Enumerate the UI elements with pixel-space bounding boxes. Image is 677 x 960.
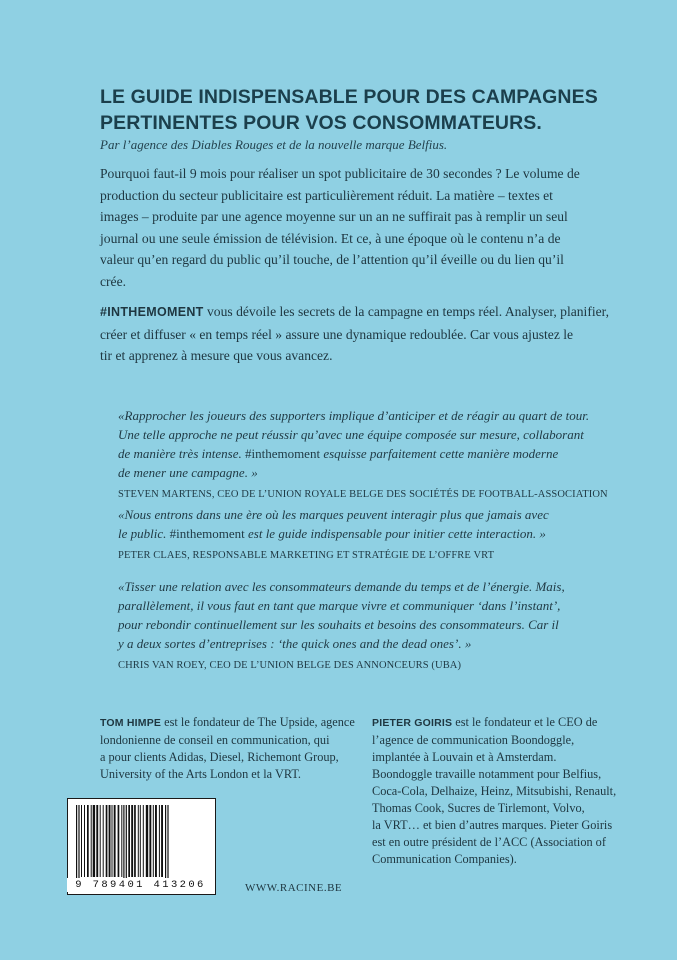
barcode-bar xyxy=(114,805,116,877)
quote-line: «Tisser une relation avec les consommateurs demande du temps et de l’énergie. Mais, xyxy=(118,579,565,594)
quote-hashtag: #inthemoment xyxy=(169,526,245,541)
paragraph-line: Pourquoi faut-il 9 mois pour réaliser un spot publicitaire de 30 secondes ? Le volume de xyxy=(100,166,580,181)
author-name: PIETER GOIRIS xyxy=(372,717,453,729)
author-bio-pieter-goiris xyxy=(372,714,632,868)
bio-line: Communication Companies). xyxy=(372,852,517,866)
bio-line xyxy=(100,714,355,732)
publisher-url: WWW.RACINE.BE xyxy=(245,882,343,894)
barcode-bar xyxy=(76,805,77,883)
quote-attribution xyxy=(118,546,618,565)
quote-author: PETER CLAES xyxy=(118,550,188,561)
quote-line: pour rebondir continuellement sur les souhaits et besoins des consommateurs. Car il xyxy=(118,617,559,632)
author-bio-tom-himpe xyxy=(100,714,355,783)
barcode-bar xyxy=(96,805,98,877)
barcode-bar xyxy=(112,805,113,877)
barcode-bar xyxy=(134,805,136,877)
paragraph-line: tir et apprenez à mesure que vous avancez. xyxy=(100,348,333,363)
paragraph-line: valeur qu’en regard du public qu’il touche, de l’attention qu’il éveille ou du lien qu’il xyxy=(100,252,564,267)
quote-line xyxy=(118,444,618,463)
barcode-bar xyxy=(84,805,85,877)
paragraph-line: images – produite par une agence moyenne sur un an ne suffirait pas à remplir un seul xyxy=(100,209,568,224)
quote-line: «Nous entrons dans une ère où les marques peuvent interagir plus que jamais avec xyxy=(118,507,549,522)
quote-line: «Rapprocher les joueurs des supporters implique d’anticiper et de réagir au quart de tour. xyxy=(118,408,590,423)
barcode-bar xyxy=(149,805,151,877)
quote-line: y a deux sortes d’entreprises : ‘the quick ones and the dead ones’. » xyxy=(118,636,472,651)
quote-author-role: , RESPONSABLE MARKETING ET STRATÉGIE DE L’OFFRE VRT xyxy=(187,550,495,561)
barcode-bar xyxy=(100,805,101,877)
bio-line: Thomas Cook, Sucres de Tirlemont, Volvo, xyxy=(372,801,585,815)
quote-author: STEVEN MARTENS xyxy=(118,489,212,500)
headline-line-1: LE GUIDE INDISPENSABLE POUR DES CAMPAGNES xyxy=(100,86,598,108)
barcode-bar xyxy=(153,805,154,877)
bio-line: University of the Arts London et la VRT. xyxy=(100,767,301,781)
subtitle: Par l’agence des Diables Rouges et de la nouvelle marque Belfius. xyxy=(100,137,448,152)
isbn-number: 9 789401 413206 xyxy=(67,878,214,892)
quote-chris-van-roey xyxy=(118,577,618,675)
barcode-bar xyxy=(146,805,148,877)
barcode-bar xyxy=(140,805,141,877)
bio-line: implantée à Louvain et à Amsterdam. xyxy=(372,750,557,764)
quote-text: le public. xyxy=(118,526,170,541)
barcode-bar xyxy=(167,805,168,883)
barcode-bar xyxy=(123,805,124,883)
quote-line xyxy=(118,524,618,543)
bio-line: londonienne de conseil en communication, qui xyxy=(100,733,330,747)
bio-line: l’agence de communication Boondoggle, xyxy=(372,733,575,747)
quote-attribution xyxy=(118,485,618,504)
barcode-bar xyxy=(161,805,163,877)
intro-paragraph xyxy=(100,163,640,292)
paragraph-line xyxy=(100,301,640,324)
quote-text: de manière très intense. xyxy=(118,446,242,461)
barcode-bar xyxy=(91,805,92,877)
barcode-bar xyxy=(118,805,120,877)
bio-line: a pour clients Adidas, Diesel, Richemont Group, xyxy=(100,750,339,764)
barcode-bar xyxy=(121,805,122,877)
barcode-bar xyxy=(103,805,104,877)
paragraph-line: crée. xyxy=(100,273,127,289)
quote-text: est le guide indispensable pour initier cette interaction. » xyxy=(244,526,546,541)
barcode-bar xyxy=(109,805,111,877)
headline-line-2: PERTINENTES POUR VOS CONSOMMATEURS. xyxy=(100,112,542,134)
bio-line: Boondoggle travaille notamment pour Belfius, xyxy=(372,767,602,781)
barcode-bar xyxy=(165,805,166,883)
paragraph-line: journal ou une seule émission de télévision. Et ce, à une époque où le contenu n’a de xyxy=(100,230,561,246)
bio-line: Coca-Cola, Delhaize, Heinz, Mitsubishi, Renault, xyxy=(372,784,617,798)
paragraph-line: créer et diffuser « en temps réel » assure une dynamique redoublée. Car vous ajustez le xyxy=(100,326,574,342)
quote-line: Une telle approche ne peut réussir qu’avec une équipe composée sur mesure, collaborant xyxy=(118,427,584,442)
quote-peter-claes xyxy=(118,505,618,565)
author-name: TOM HIMPE xyxy=(100,717,162,729)
barcode-bar xyxy=(81,805,82,877)
bio-line: est en outre président de l’ACC (Association of xyxy=(372,835,606,849)
quote-steven-martens xyxy=(118,406,618,504)
barcode-bar xyxy=(131,805,133,877)
bio-line xyxy=(372,714,632,732)
quote-author-role: , CEO DE L’UNION BELGE DES ANNONCEURS (UBA) xyxy=(204,660,462,671)
quote-line: parallèlement, il vous faut en tant que marque vivre et communiquer ‘dans l’instant’, xyxy=(118,598,561,613)
paragraph-line: production du secteur publicitaire est particulièrement réduit. La matière – textes et xyxy=(100,187,553,203)
headline xyxy=(100,84,640,136)
hashtag-title: #INTHEMOMENT xyxy=(100,305,204,319)
bio-text: est le fondateur de The Upside, agence xyxy=(161,715,355,729)
barcode-bar xyxy=(128,805,130,877)
barcode-bar xyxy=(138,805,139,877)
barcode-bar xyxy=(87,805,89,877)
quote-text: esquisse parfaitement cette manière moderne xyxy=(320,446,559,461)
quote-hashtag: #inthemoment xyxy=(241,446,321,461)
barcode-bar xyxy=(143,805,144,877)
quote-line: de mener une campagne. » xyxy=(118,465,258,480)
barcode-bar xyxy=(93,805,95,877)
barcode-bar xyxy=(155,805,157,877)
barcode-bar xyxy=(159,805,160,877)
paragraph-text: vous dévoile les secrets de la campagne en temps réel. Analyser, planifier, xyxy=(203,304,610,319)
quote-attribution xyxy=(118,656,618,675)
quote-author-role: , CEO DE L’UNION ROYALE BELGE DES SOCIÉTÉS DE FOOTBALL-ASSOCIATION xyxy=(211,489,608,500)
barcode-bar xyxy=(126,805,127,883)
bio-text: est le fondateur et le CEO de xyxy=(452,715,598,729)
hashtag-paragraph xyxy=(100,301,640,367)
barcode-bar xyxy=(106,805,108,877)
barcode-bar xyxy=(78,805,79,883)
quote-author: CHRIS VAN ROEY xyxy=(118,660,205,671)
bio-line: la VRT… et bien d’autres marques. Pieter Goiris xyxy=(372,818,613,832)
